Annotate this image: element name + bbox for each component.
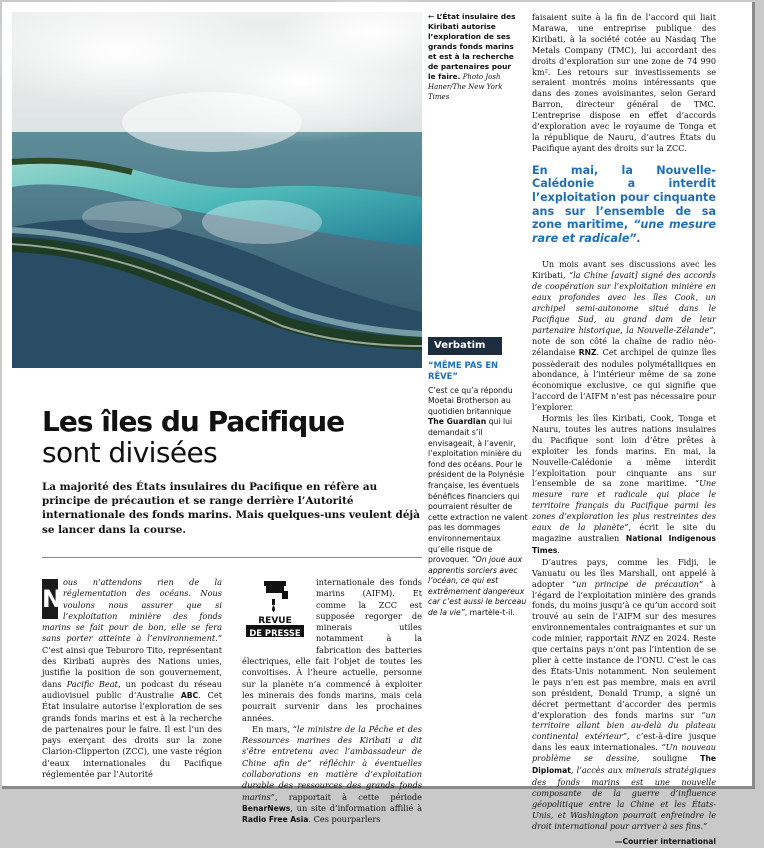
quote-span: “Un nouveau problème se dessine,	[532, 742, 716, 764]
photo-credit: Photo Josh Haner/The New York Times	[428, 73, 503, 101]
magazine-page	[2, 2, 755, 847]
logo-line-1: REVUE	[258, 616, 292, 627]
logo-line-2: DE PRESSE	[249, 628, 301, 639]
text-span: souligne	[639, 753, 701, 764]
article-deck: La majorité des États insulaires du Pacifique en réfère au principe de précaution et se range derrière l’Autorité internationale des fonds marins. Mais quelques-uns veulent déjà se lancer dans la course.	[42, 481, 420, 536]
article-headline	[42, 406, 422, 468]
verbatim-text: C’est ce qu’a répondu Moetai Brotherson au quotidien britannique	[428, 385, 513, 416]
source-name: The Diplomat	[532, 754, 717, 776]
text-span: Un mois avant ses discussions avec les Kiribati,	[532, 259, 716, 281]
verbatim-tag: Verbatim	[428, 337, 502, 355]
right-paragraph-1: faisaient suite à la fin de l’accord qui liait Marawa, une entreprise publique des Kiribati, à la société cotée au Nasdaq The Metals Company (TMC), lui accordant des droits d’exploration sur une zone de 74 990 km². Les retours sur investissements se seraient montrés moins intéressants que dans des zones avoisinantes, selon Gerard Barron, directeur général de TMC. L’entreprise dispose en effet d’accords d’exploration avec le royaume de Tonga et la république de Nauru, d’autres États du Pacifique ayant des droits sur la ZCC.	[532, 12, 716, 153]
body-column-1	[42, 577, 222, 780]
text-span: . Ces pourparlers	[308, 814, 381, 825]
text-span: C’est ainsi que Teburoro Tito, représentant des Kiribati auprès des Nations unies, justifie la position de son gouvernement, dans	[42, 644, 222, 689]
text-span: , rapportait à cette période	[274, 791, 422, 802]
pull-quote-text: En mai, la Nouvelle-Calédonie a interdit l’exploitation pour cinquante ans sur l’ensemble de sa zone maritime,	[532, 163, 716, 232]
text-span: . Cet État insulaire autorise l’exploration de ses grands fonds marins et est à la recherche de partenaires pour le faire. Il est l’un des pays exerçant des droits sur la zone Clarion-Clipperton (ZCC), une vaste région d’eaux internationales du Pacifique réglementée par l’Autorité	[42, 689, 222, 780]
show-name: Pacific Beat	[66, 678, 118, 689]
quote-span: , l’accès aux minerais stratégiques des fonds marins est une nouvelle composante de la guerre d’influence géopolitique entre la Chine et les États-Unis, et Washington pourrait enfreindre le droit international pour arriver à ses fins.”	[532, 765, 716, 831]
quote-span: “le ministre de la Pêche et des Ressources marines des Kiribati a dit s’être entretenu avec l’ambassadeur de Chine afin de” réfléchir à éventuelles collaborations en matière d’exploitation durable des ressources des grands fonds marins”	[242, 723, 422, 802]
text-span: Hormis les îles Kiribati, Cook, Tonga et Nauru, toutes les autres nations insulaires du Pacifique sont loin d’être prêtes à exploiter les fonds marins. En mai, la Nouvelle-Calédonie a même interdit l’exploitation pour cinquante ans sur l’ensemble de sa zone maritime.	[532, 413, 716, 489]
divider	[42, 557, 422, 558]
aerial-atoll-photo	[12, 12, 422, 368]
verbatim-quote: “On joue aux apprentis sorciers avec l’océan, ce qui est extrêmement dangereux car c’est aussi le berceau de la vie”	[428, 555, 527, 618]
text-span: , note de son côté la chaîne de radio néo-zélandaise	[532, 324, 716, 357]
headline-line-2: sont divisées	[42, 436, 218, 469]
right-paragraph-2	[532, 259, 716, 413]
source-name: ABC	[180, 690, 199, 700]
right-paragraph-3	[532, 413, 716, 557]
text-span: D’autres pays, comme les Fidji, le Vanuatu ou les îles Marshall, ont appelé à adopter	[532, 556, 716, 589]
pull-quote-citation: “une mesure rare et radicale”.	[532, 218, 716, 245]
signoff: —Courrier international	[614, 837, 716, 847]
source-name: National Indigenous Times	[532, 534, 716, 555]
body-column-2	[242, 577, 422, 826]
text-span: , un site d’information affilié à	[290, 802, 422, 813]
quote-span: “un territoire allant bien au-delà du plateau continental extérieur”	[532, 709, 716, 742]
text-span: . Cet archipel de quinze îles possèderait des nodules polymétalliques en abondance, à l’intérieur même de sa zone économique exclusive, ce qui signifie que l’accord de l’AIFM n’est pas nécessaire pour l’explorer.	[532, 346, 716, 413]
source-name: BenarNews	[242, 803, 291, 813]
right-column	[532, 12, 716, 848]
text-span: , un podcast du réseau audiovisuel public d’Australie	[42, 678, 223, 700]
source-name: RNZ	[631, 633, 651, 644]
text-span: .	[557, 544, 560, 555]
revue-de-presse-logo	[242, 577, 308, 643]
text-span: En mars,	[252, 723, 293, 734]
pull-quote	[532, 164, 716, 246]
text-span: , c’est-à-dire jusque dans les eaux internationales.	[532, 731, 716, 753]
text-span: , écrit le site du magazine australien	[532, 522, 716, 543]
source-name: RNZ	[578, 347, 597, 357]
drop-cap: N	[42, 579, 58, 619]
verbatim-text: qui lui demandait s’il envisageait, à l’avenir, l’exploitation minière du fond des océans. Pour le président de la Polynésie française, les éventuels bénéfices financiers qui pourraient résulter de cette extraction ne valent pas les dommages environnementaux qu’elle risque de provoquer.	[428, 417, 528, 565]
verbatim-title: “MÊME PAS EN RÊVE”	[428, 360, 499, 381]
photo-caption	[428, 12, 518, 102]
quote-span: “la Chine [avait] signé des accords de coopération sur l’exploitation minière en eaux profondes avec les îles Cook, un archipel semi-autonome situé dans le Pacifique Sud, au grand dam de leur partenaire historique, la Nouvelle-Zélande”	[532, 270, 716, 335]
caption-text: L’État insulaire des Kiribati autorise l’exploration de ses grands fonds marins et est à la recherche de partenaires pour le faire.	[428, 12, 516, 81]
quote-span: “un principe de précaution”	[572, 578, 704, 589]
source-name: The Guardian	[428, 417, 487, 427]
body-paragraph-3	[242, 724, 422, 826]
right-paragraph-4	[532, 557, 716, 832]
body-paragraph-2: internationale des fonds marins (AIFM). Et comme la ZCC est supposée regorger de minerais utiles notamment à la fabrication des batteries électriques, elle fait l’objet de toutes les convoitises. À l’heure actuelle, personne sur la planète n’a commencé à exploiter les minerais des fonds marins, mais cela pourrait survenir dans les prochaines années.	[242, 577, 422, 723]
body-paragraph-1	[42, 577, 222, 780]
source-name: Radio Free Asia	[242, 815, 309, 825]
verbatim-box	[428, 360, 528, 619]
verbatim-text: , martèle-t-il.	[464, 608, 515, 618]
headline-line-1: Les îles du Pacifique	[42, 405, 345, 438]
quote-span: ous n’attendons rien de la réglementation des océans. Nous voulons nous assurer que si l’exploitation minière des fonds marins se fait pour de bon, elle se fera sans porter atteinte à l’environnement.”	[42, 577, 222, 644]
caption-arrow-icon: ←	[428, 12, 435, 21]
text-span: à l’égard de l’exploitation minière des grands fonds, du moins jusqu’à ce qu’un accord soit trouvé au sein de l’AIFM sur des mesures environnementales contraignantes et sur un code minier, rapportait	[532, 578, 716, 644]
quote-span: “Une mesure rare et radicale qui place le territoire français du Pacifique parmi les zones d’exploration les plus restreintes des eaux de la planète”	[532, 478, 716, 533]
text-span: en 2024. Reste que certains pays n’ont pas l’intention de se plier à cette instance de l’ONU. C’est le cas des États-Unis notamment. Non seulement le pays n’en est pas membre, mais en avril son président, Donald Trump, a signé un décret permettant d’accorder des permis d’exploration des fonds marins sur	[532, 633, 716, 720]
